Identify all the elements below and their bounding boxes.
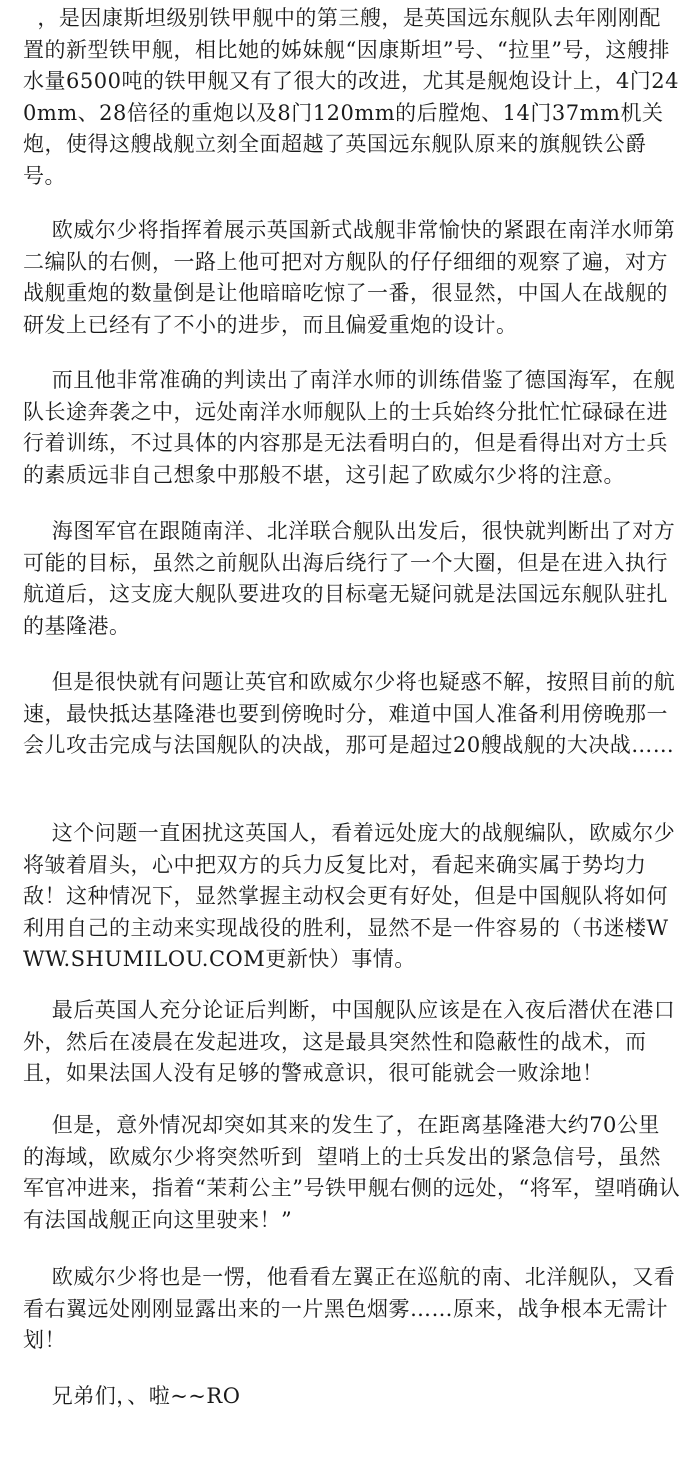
paragraph-9: 欧威尔少将也是一愣，他看看左翼正在巡航的南、北洋舰队，又看看右翼远处刚刚显露出来的一片黑色烟雾……原来，战争根本无需计划！ (23, 1265, 676, 1352)
paragraph-4: 海图军官在跟随南洋、北洋联合舰队出发后，很快就判断出了对方可能的目标，虽然之前舰队出海后绕行了一个大圈，但是在进入执行航道后，这支庞大舰队要进攻的目标毫无疑问就是法国远东舰队驻扎的基隆港。 (23, 519, 676, 638)
paragraph-7: 最后英国人充分论证后判断，中国舰队应该是在入夜后潜伏在港口外，然后在凌晨在发起进攻，这是最具突然性和隐蔽性的战术，而且，如果法国人没有足够的警戒意识，很可能就会一败涂地！ (23, 998, 676, 1085)
paragraph-8: 但是，意外情况却突如其来的发生了，在距离基隆港大约70公里的海域，欧威尔少将突然听到 望哨上的士兵发出的紧急信号，虽然军官冲进来，指着“茉莉公主”号铁甲舰右侧的远处，“将军，望哨确认有法国战舰正向这里驶来！” (23, 1113, 681, 1232)
paragraph-2: 欧威尔少将指挥着展示英国新式战舰非常愉快的紧跟在南洋水师第二编队的右侧，一路上他可把对方舰队的仔仔细细的观察了遍，对方战舰重炮的数量倒是让他暗暗吃惊了一番，很显然，中国人在战舰的研发上已经有了不小的进步，而且偏爱重炮的设计。 (23, 218, 676, 337)
paragraph-3: 而且他非常准确的判读出了南洋水师的训练借鉴了德国海军，在舰队长途奔袭之中，远处南洋水师舰队上的士兵始终分批忙忙碌碌在进行着训练，不过具体的内容那是无法看明白的，但是看得出对方士兵的素质远非自己想象中那般不堪，这引起了欧威尔少将的注意。 (23, 368, 676, 487)
paragraph-5: 但是很快就有问题让英官和欧威尔少将也疑惑不解，按照目前的航速，最快抵达基隆港也要到傍晚时分，难道中国人准备利用傍晚那一会儿攻击完成与法国舰队的决战，那可是超过20艘战舰的大决战…… (23, 670, 676, 757)
paragraph-6: 这个问题一直困扰这英国人，看着远处庞大的战舰编队，欧威尔少将皱着眉头，心中把双方的兵力反复比对，看起来确实属于势均力敌！这种情况下，显然掌握主动权会更有好处，但是中国舰队将如何利用自己的主动来实现战役的胜利，显然不是一件容易的（书迷楼WWW.SHUMILOU.COM更新快）事情。 (23, 821, 676, 971)
paragraph-1: ，是因康斯坦级别铁甲舰中的第三艘，是英国远东舰队去年刚刚配置的新型铁甲舰，相比她的姊妹舰“因康斯坦”号、“拉里”号，这艘排水量6500吨的铁甲舰又有了很大的改进，尤其是舰炮设计上，4门240mm、28倍径的重炮以及8门120mm的后膛炮、14门37mm机关炮，使得这艘战舰立刻全面超越了英国远东舰队原来的旗舰铁公爵号。 (23, 6, 680, 188)
paragraph-10: 兄弟们，、啦~~RO (23, 1384, 241, 1408)
